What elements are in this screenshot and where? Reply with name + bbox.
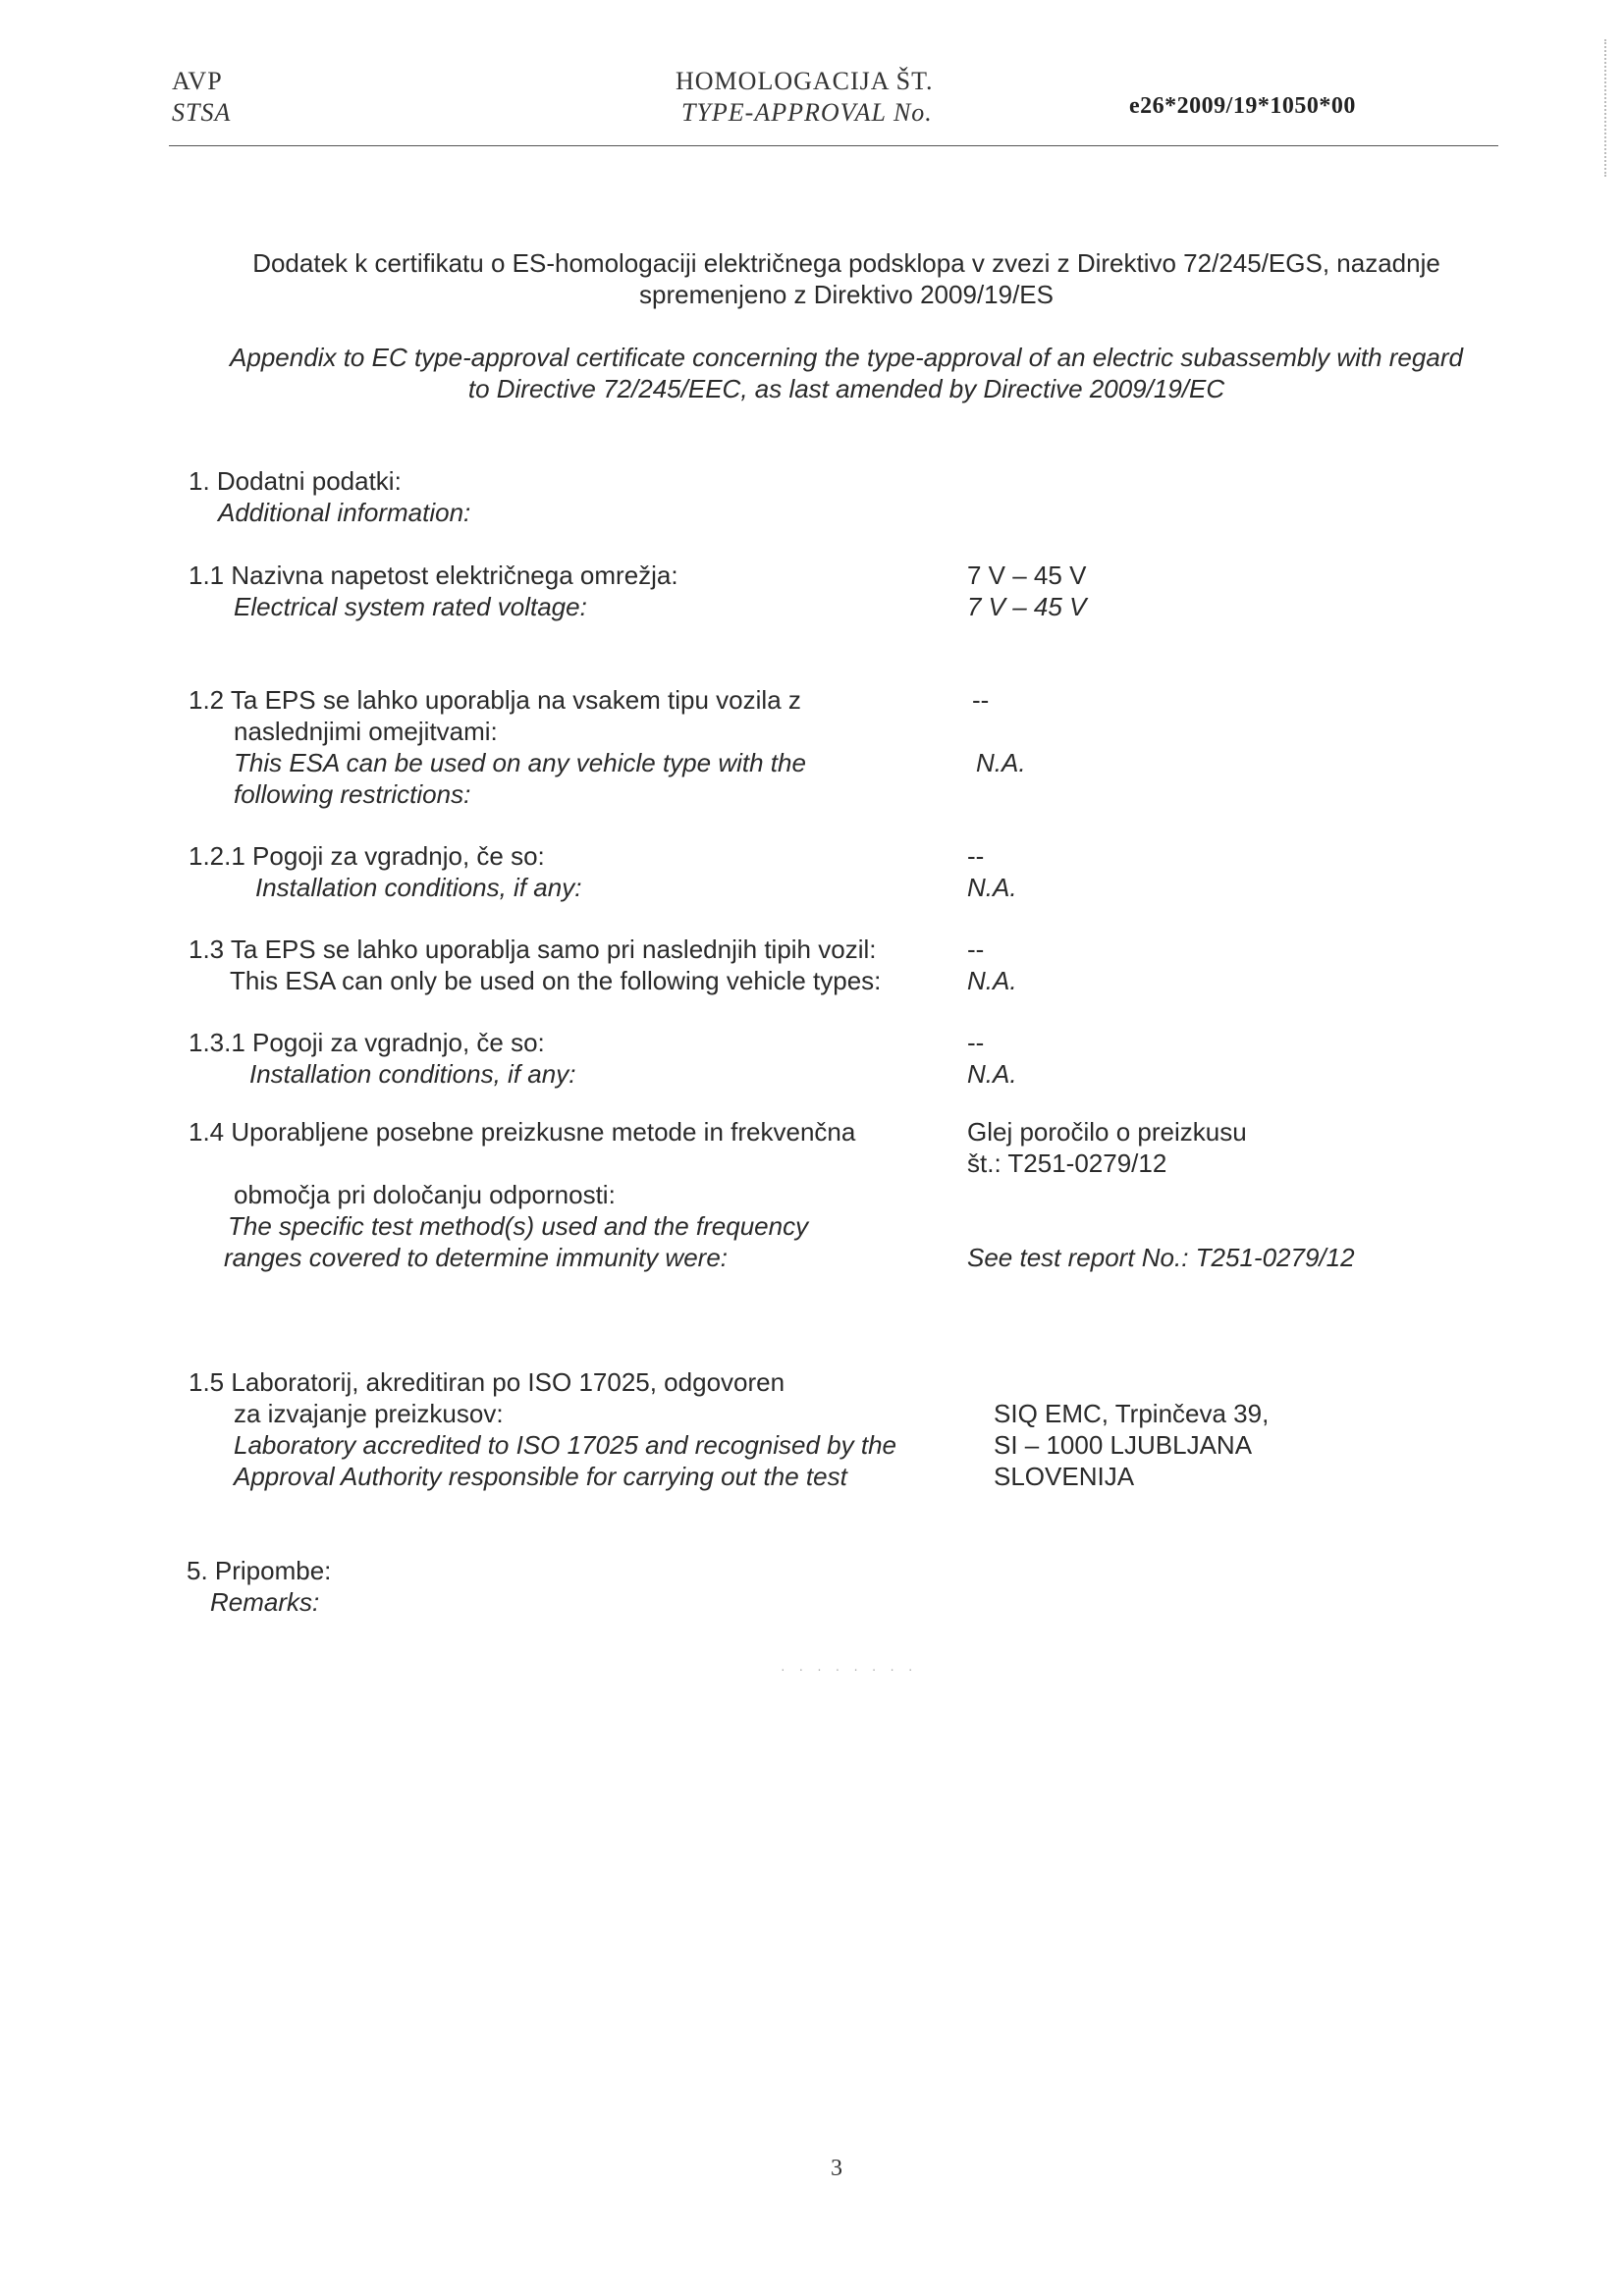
title-en-line2: to Directive 72/245/EEC, as last amended by Directive 2009/19/EC	[467, 374, 1225, 403]
approval-number: e26*2009/19*1050*00	[1129, 93, 1356, 119]
header-left-top: AVP	[172, 67, 223, 95]
section1-heading-en: Additional information:	[218, 498, 471, 527]
lab-address-line1: SIQ EMC, Trpinčeva 39,	[994, 1399, 1270, 1428]
item-1-2-label-line2: naslednjimi omejitvami:	[234, 717, 498, 746]
item-1-3-1-value: --	[967, 1028, 985, 1057]
item-1-3-1-value-en: N.A.	[967, 1059, 1017, 1089]
header-divider	[169, 145, 1498, 146]
header-left-bottom: STSA	[172, 98, 232, 127]
item-1-1-value-en: 7 V – 45 V	[967, 592, 1087, 621]
page-number: 3	[831, 2156, 842, 2181]
item-1-5-label-en-line2: Approval Authority responsible for carrying out the test	[234, 1462, 847, 1491]
item-1-3-1-label: 1.3.1 Pogoji za vgradnjo, če so:	[189, 1028, 545, 1057]
item-1-1-value: 7 V – 45 V	[967, 561, 1087, 590]
item-1-2-1-label: 1.2.1 Pogoji za vgradnjo, če so:	[189, 841, 545, 871]
item-1-1-label: 1.1 Nazivna napetost električnega omrežja:	[189, 561, 678, 590]
item-1-2-label-line1: 1.2 Ta EPS se lahko uporablja na vsakem tipu vozila z	[189, 685, 801, 715]
item-1-4-value-line1: Glej poročilo o preizkusu	[967, 1117, 1247, 1147]
scan-dots-mark: · · · · · · · ·	[781, 1661, 918, 1677]
item-1-2-1-value: --	[967, 841, 985, 871]
title-en-line1: Appendix to EC type-approval certificate concerning the type-approval of an electric subassembly with regard	[230, 343, 1463, 372]
section5-heading: 5. Pripombe:	[187, 1556, 332, 1585]
scan-edge-mark	[1604, 39, 1608, 177]
item-1-3-label: 1.3 Ta EPS se lahko uporablja samo pri naslednjih tipih vozil:	[189, 934, 877, 964]
section5-heading-en: Remarks:	[210, 1587, 320, 1617]
item-1-4-label-en-line2: ranges covered to determine immunity were:	[224, 1243, 729, 1272]
item-1-2-value-en: N.A.	[976, 748, 1026, 777]
header-center-bottom: TYPE-APPROVAL No.	[681, 98, 933, 127]
item-1-4-value-en: See test report No.: T251-0279/12	[967, 1243, 1355, 1272]
item-1-3-value-en: N.A.	[967, 966, 1017, 995]
item-1-3-value: --	[967, 934, 985, 964]
section1-heading: 1. Dodatni podatki:	[189, 466, 402, 496]
item-1-4-value-line2: št.: T251-0279/12	[967, 1148, 1167, 1178]
item-1-2-label-en-line2: following restrictions:	[234, 779, 471, 809]
item-1-4-label-en-line1: The specific test method(s) used and the frequency	[228, 1211, 809, 1241]
item-1-2-1-value-en: N.A.	[967, 873, 1017, 902]
item-1-3-1-label-en: Installation conditions, if any:	[249, 1059, 576, 1089]
item-1-3-label-en: This ESA can only be used on the following vehicle types:	[230, 966, 882, 995]
item-1-2-value: --	[972, 685, 990, 715]
item-1-1-label-en: Electrical system rated voltage:	[234, 592, 587, 621]
item-1-5-label-en-line1: Laboratory accredited to ISO 17025 and recognised by the	[234, 1430, 896, 1460]
lab-address-line3: SLOVENIJA	[994, 1462, 1135, 1491]
item-1-4-label-line1: 1.4 Uporabljene posebne preizkusne metode in frekvenčna	[189, 1117, 856, 1147]
item-1-2-label-en-line1: This ESA can be used on any vehicle type with the	[234, 748, 806, 777]
header-center-top: HOMOLOGACIJA ŠT.	[676, 67, 934, 95]
title-sl-line1: Dodatek k certifikatu o ES-homologaciji električnega podsklopa v zvezi z Direktivo 72/245/EGS, nazadnje	[252, 248, 1440, 278]
title-sl-line2: spremenjeno z Direktivo 2009/19/ES	[638, 280, 1054, 309]
item-1-2-1-label-en: Installation conditions, if any:	[255, 873, 582, 902]
item-1-5-label-line2: za izvajanje preizkusov:	[234, 1399, 504, 1428]
item-1-4-label-line2: območja pri določanju odpornosti:	[234, 1180, 616, 1209]
item-1-5-label-line1: 1.5 Laboratorij, akreditiran po ISO 17025, odgovoren	[189, 1367, 785, 1397]
lab-address-line2: SI – 1000 LJUBLJANA	[994, 1430, 1253, 1460]
